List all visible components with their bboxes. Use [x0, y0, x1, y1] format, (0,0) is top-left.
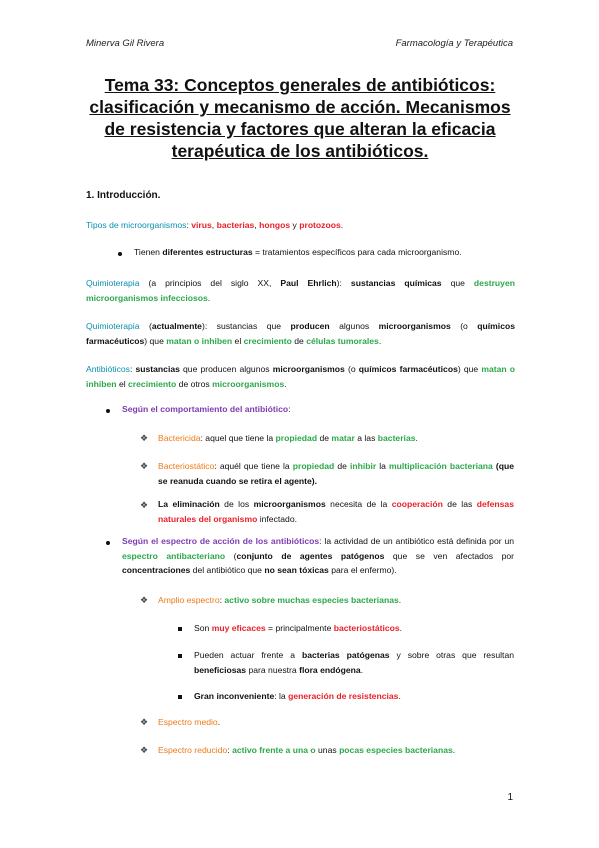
actuar-item: Pueden actuar frente a bacterias patógenas y sobre otras que resultan beneficiosas para nuestra flora endógena. [194, 650, 514, 675]
bullet-dot [106, 409, 110, 413]
bullet-dot [118, 252, 122, 256]
antibioticos-paragraph: Antibióticos: sustancias que producen algunos microorganismos (o químicos farmacéuticos) que matan o inhiben el crecimiento de otros microorganismos. [86, 364, 515, 389]
square-bullet-icon [178, 654, 182, 658]
espectro-medio-item: Espectro medio. [158, 717, 221, 727]
inconveniente-item: Gran inconveniente: la generación de resistencias. [194, 691, 401, 701]
eficaces-item: Son muy eficaces = principalmente bacteriostáticos. [194, 623, 403, 633]
diamond-bullet-icon: ❖ [140, 745, 149, 755]
square-bullet-icon [178, 627, 182, 631]
diamond-bullet-icon: ❖ [140, 500, 149, 510]
section-heading: 1. Introducción. [86, 190, 161, 201]
quimioterapia-1-paragraph: Quimioterapia (a principios del siglo XX, Paul Ehrlich): sustancias químicas que destruyen microorganismos infecciosos. [86, 278, 515, 303]
header-subject: Farmacología y Terapéutica [395, 38, 513, 49]
espectro-reducido-item: Espectro reducido: activo frente a una o unas pocas especies bacterianas. [158, 745, 456, 755]
page-title: Tema 33: Conceptos generales de antibióticos: clasificación y mecanismo de acción. Mecanismos de resistencia y factores que alteran la eficacia terapéutica de los antibióticos. [89, 75, 511, 161]
header-author: Minerva Gil Rivera [86, 38, 165, 49]
tipos-paragraph: Tipos de microorganismos: virus, bacterias, hongos y protozoos. [86, 220, 344, 230]
eliminacion-item: La eliminación de los microorganismos necesita de la cooperación de las defensas naturales del organismo infectado. [158, 499, 514, 524]
diamond-bullet-icon: ❖ [140, 433, 149, 443]
segun-espectro: Según el espectro de acción de los antibióticos: la actividad de un antibiótico está definida por un espectro antibacteriano (conjunto de agentes patógenos que se ven afectados por concentraciones del antibiótico que no sean tóxicas para el enfermo). [122, 536, 515, 575]
page-number: 1 [507, 792, 513, 803]
square-bullet-icon [178, 695, 182, 699]
diamond-bullet-icon: ❖ [140, 461, 149, 471]
diamond-bullet-icon: ❖ [140, 595, 149, 605]
amplio-espectro-item: Amplio espectro: activo sobre muchas especies bacterianas. [158, 595, 402, 605]
segun-comportamiento: Según el comportamiento del antibiótico: [122, 404, 291, 414]
diamond-bullet-icon: ❖ [140, 717, 149, 727]
bullet-dot [106, 541, 110, 545]
bacteriostatico-item: Bacteriostático: aquél que tiene la propiedad de inhibir la multiplicación bacteriana (que se reanuda cuando se retira el agente). [158, 461, 515, 486]
bullet-estructuras: Tienen diferentes estructuras = tratamientos específicos para cada microorganismo. [134, 247, 462, 257]
quimioterapia-2-paragraph: Quimioterapia (actualmente): sustancias que producen algunos microorganismos (o químicos farmacéuticos) que matan o inhiben el crecimiento de células tumorales. [86, 321, 516, 346]
bactericida-item: Bactericida: aquel que tiene la propiedad de matar a las bacterias. [158, 433, 418, 443]
